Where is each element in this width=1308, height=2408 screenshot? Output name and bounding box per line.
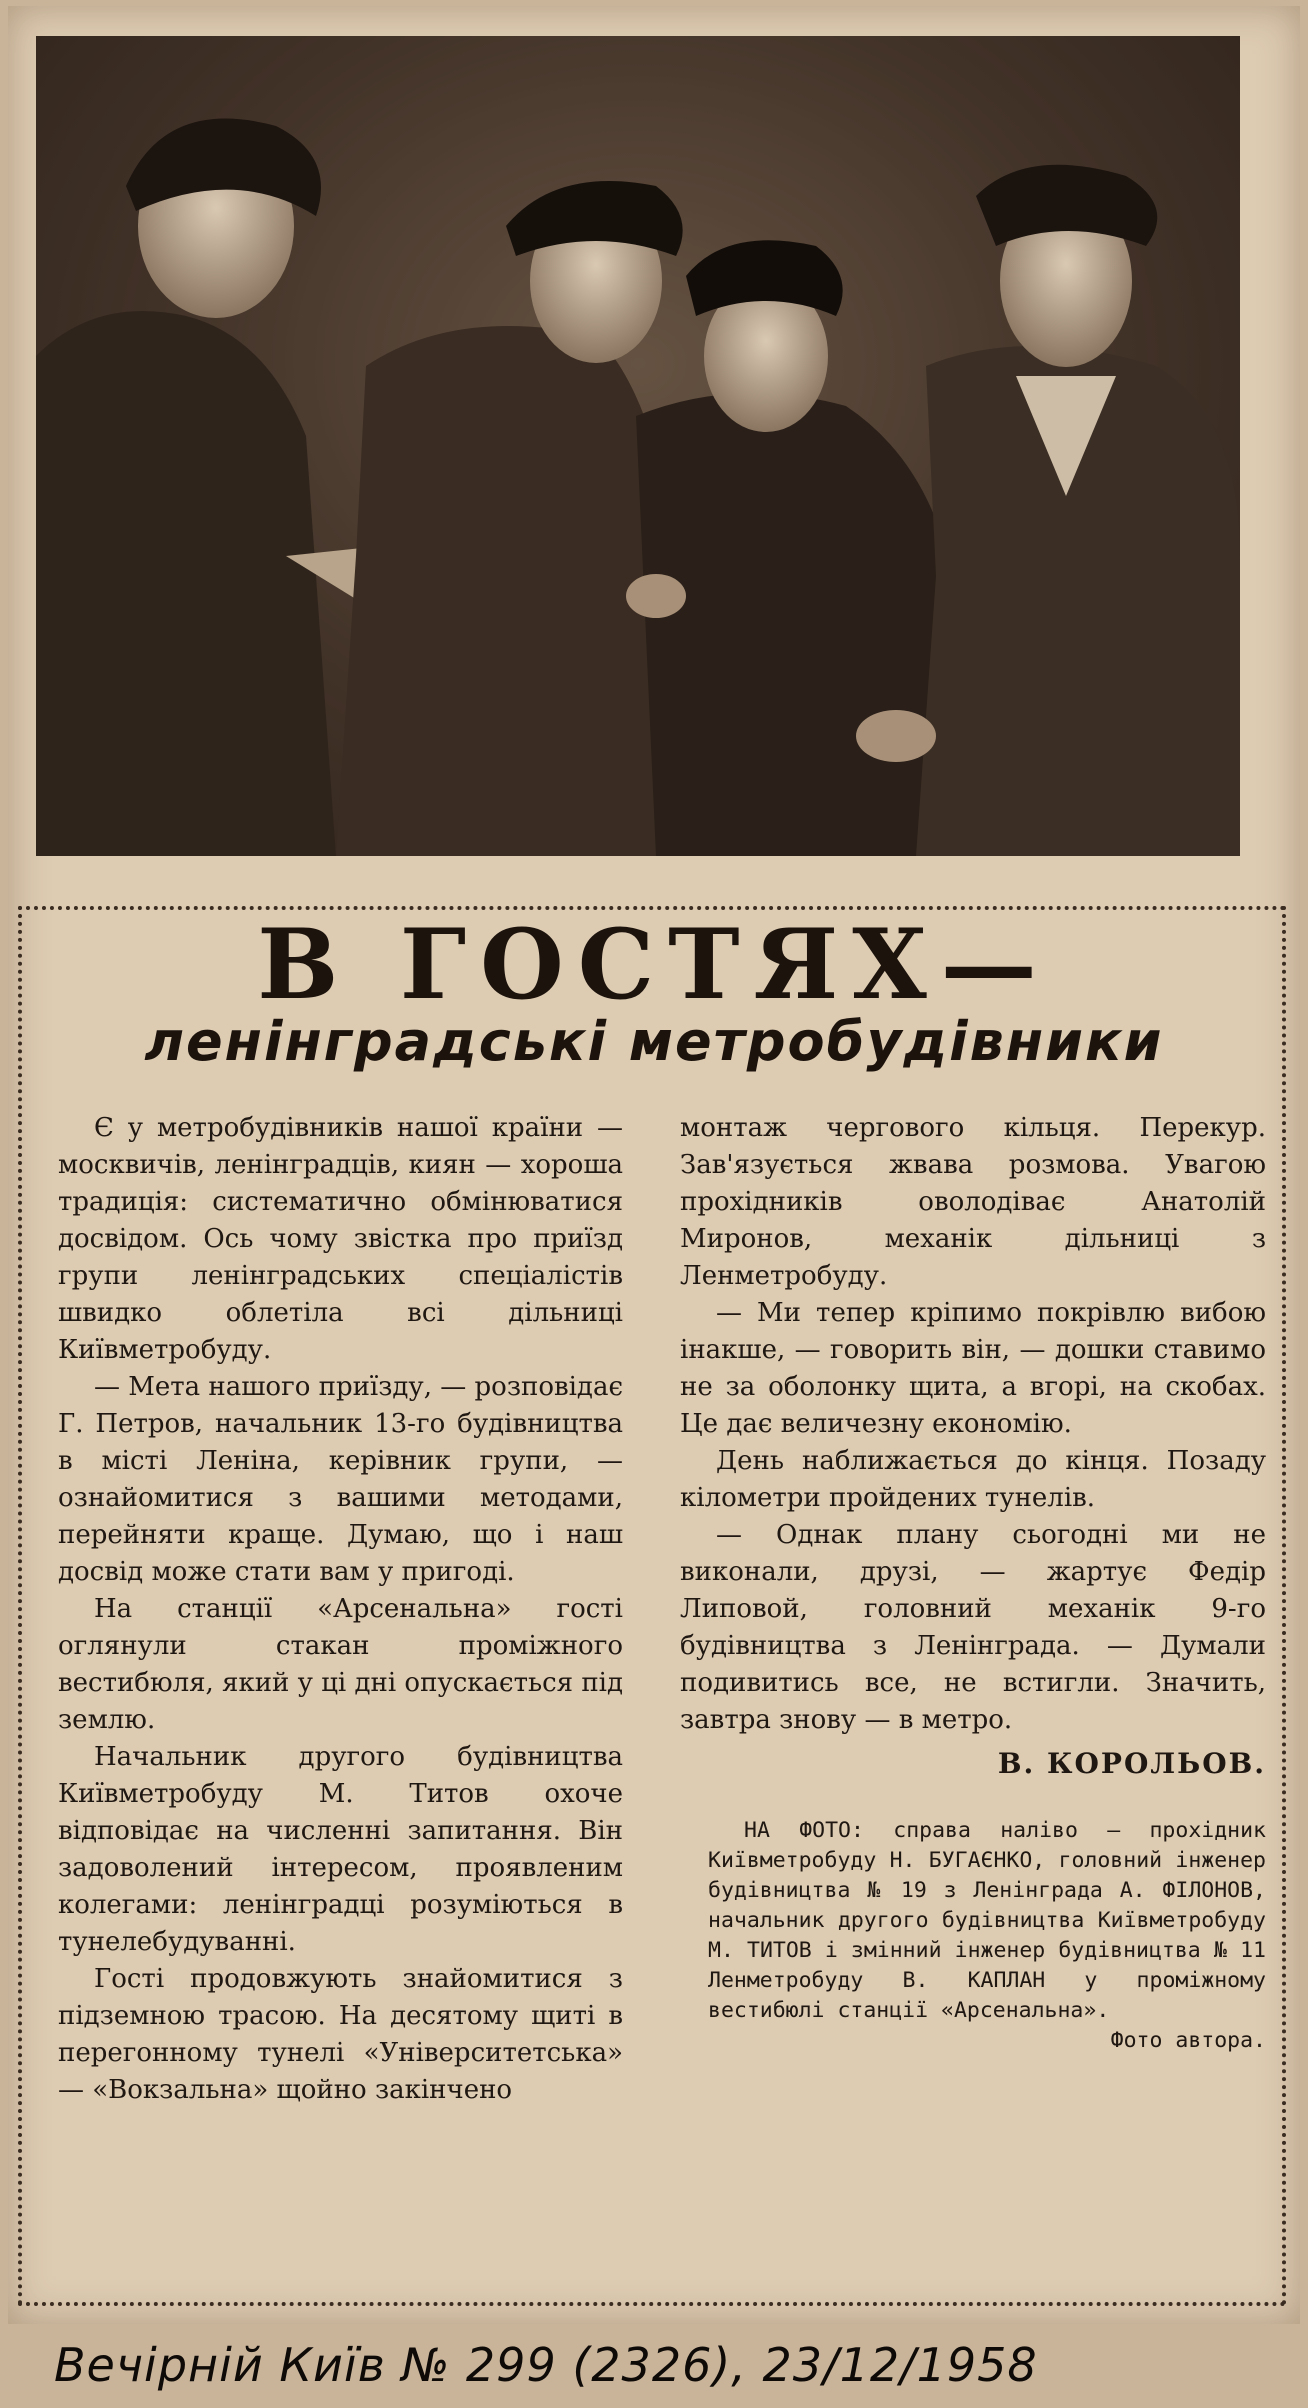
article-column-right xyxy=(680,1110,1266,2056)
article-column-left xyxy=(58,1110,623,2109)
paragraph-continued: монтаж чергового кільця. Перекур. Зав'язується жвава розмова. Увагою прохідників оволодіває Анатолій Миронов, механік дільниці з Ленметробуду. xyxy=(680,1113,1266,1291)
article-subheadline: ленінградські метробудівники xyxy=(144,1010,1164,1073)
paragraph: Гості продовжують знайомитися з підземною трасою. На десятому щиті в перегонному тунелі «Університетська» — «Вокзальна» щойно закінчено xyxy=(58,1964,623,2105)
paragraph: На станції «Арсенальна» гості оглянули стакан проміжного вестибюля, який у ці дні опускається під землю. xyxy=(58,1594,623,1735)
paragraph: Начальник другого будівництва Київметробуду М. Титов охоче відповідає на численні запитання. Він задоволений інтересом, проявленим колегами: ленінградці розуміються в тунелебудуванні. xyxy=(58,1742,623,1957)
paragraph: Є у метробудівників нашої країни — москвичів, ленінградців, киян — хороша традиція: систематично обмінюватися досвідом. Ось чому звістка про приїзд групи ленінградських спеціалістів швидко облетіла всі дільниці Київметробуду. xyxy=(58,1113,623,1365)
paragraph: День наближається до кінця. Позаду кілометри пройдених тунелів. xyxy=(680,1446,1266,1513)
photo-credit: Фото автора. xyxy=(1110,2028,1266,2053)
paragraph: — Ми тепер кріпимо покрівлю вибою інакше, — говорить він, — дошки ставимо не за оболонку щита, а вгорі, на скобах. Це дає величезну економію. xyxy=(680,1298,1266,1439)
paragraph: — Мета нашого приїзду, — розповідає Г. Петров, начальник 13-го будівництва в місті Леніна, керівник групи, — ознайомитися з вашими методами, перейняти краще. Думаю, що і наш досвід може стати вам у пригоді. xyxy=(58,1372,624,1587)
photo-caption xyxy=(708,1816,1266,2056)
news-photo xyxy=(36,36,1240,856)
paragraph: — Однак плану сьогодні ми не виконали, друзі, — жартує Федір Липовой, головний механік 9-го будівництва з Ленінграда. — Думали подивитись все, не встигли. Значить, завтра знову — в метро. xyxy=(680,1520,1266,1735)
source-label: Вечірній Київ № 299 (2326), 23/12/1958 xyxy=(54,2338,1038,2392)
photo-caption-text: НА ФОТО: справа наліво — прохідник Київметробуду Н. БУГАЄНКО, головний інженер будівництва № 19 з Ленінграда А. ФІЛОНОВ, начальник другого будівництва Київметробуду М. ТИТОВ і змінний інженер будівництва № 11 Ленметробуду В. КАПЛАН у проміжному вестибюлі станції «Арсенальна». xyxy=(708,1818,1266,2023)
author-byline: В. КОРОЛЬОВ. xyxy=(997,1747,1266,1780)
article-headline: В ГОСТЯХ— xyxy=(257,908,1051,1021)
